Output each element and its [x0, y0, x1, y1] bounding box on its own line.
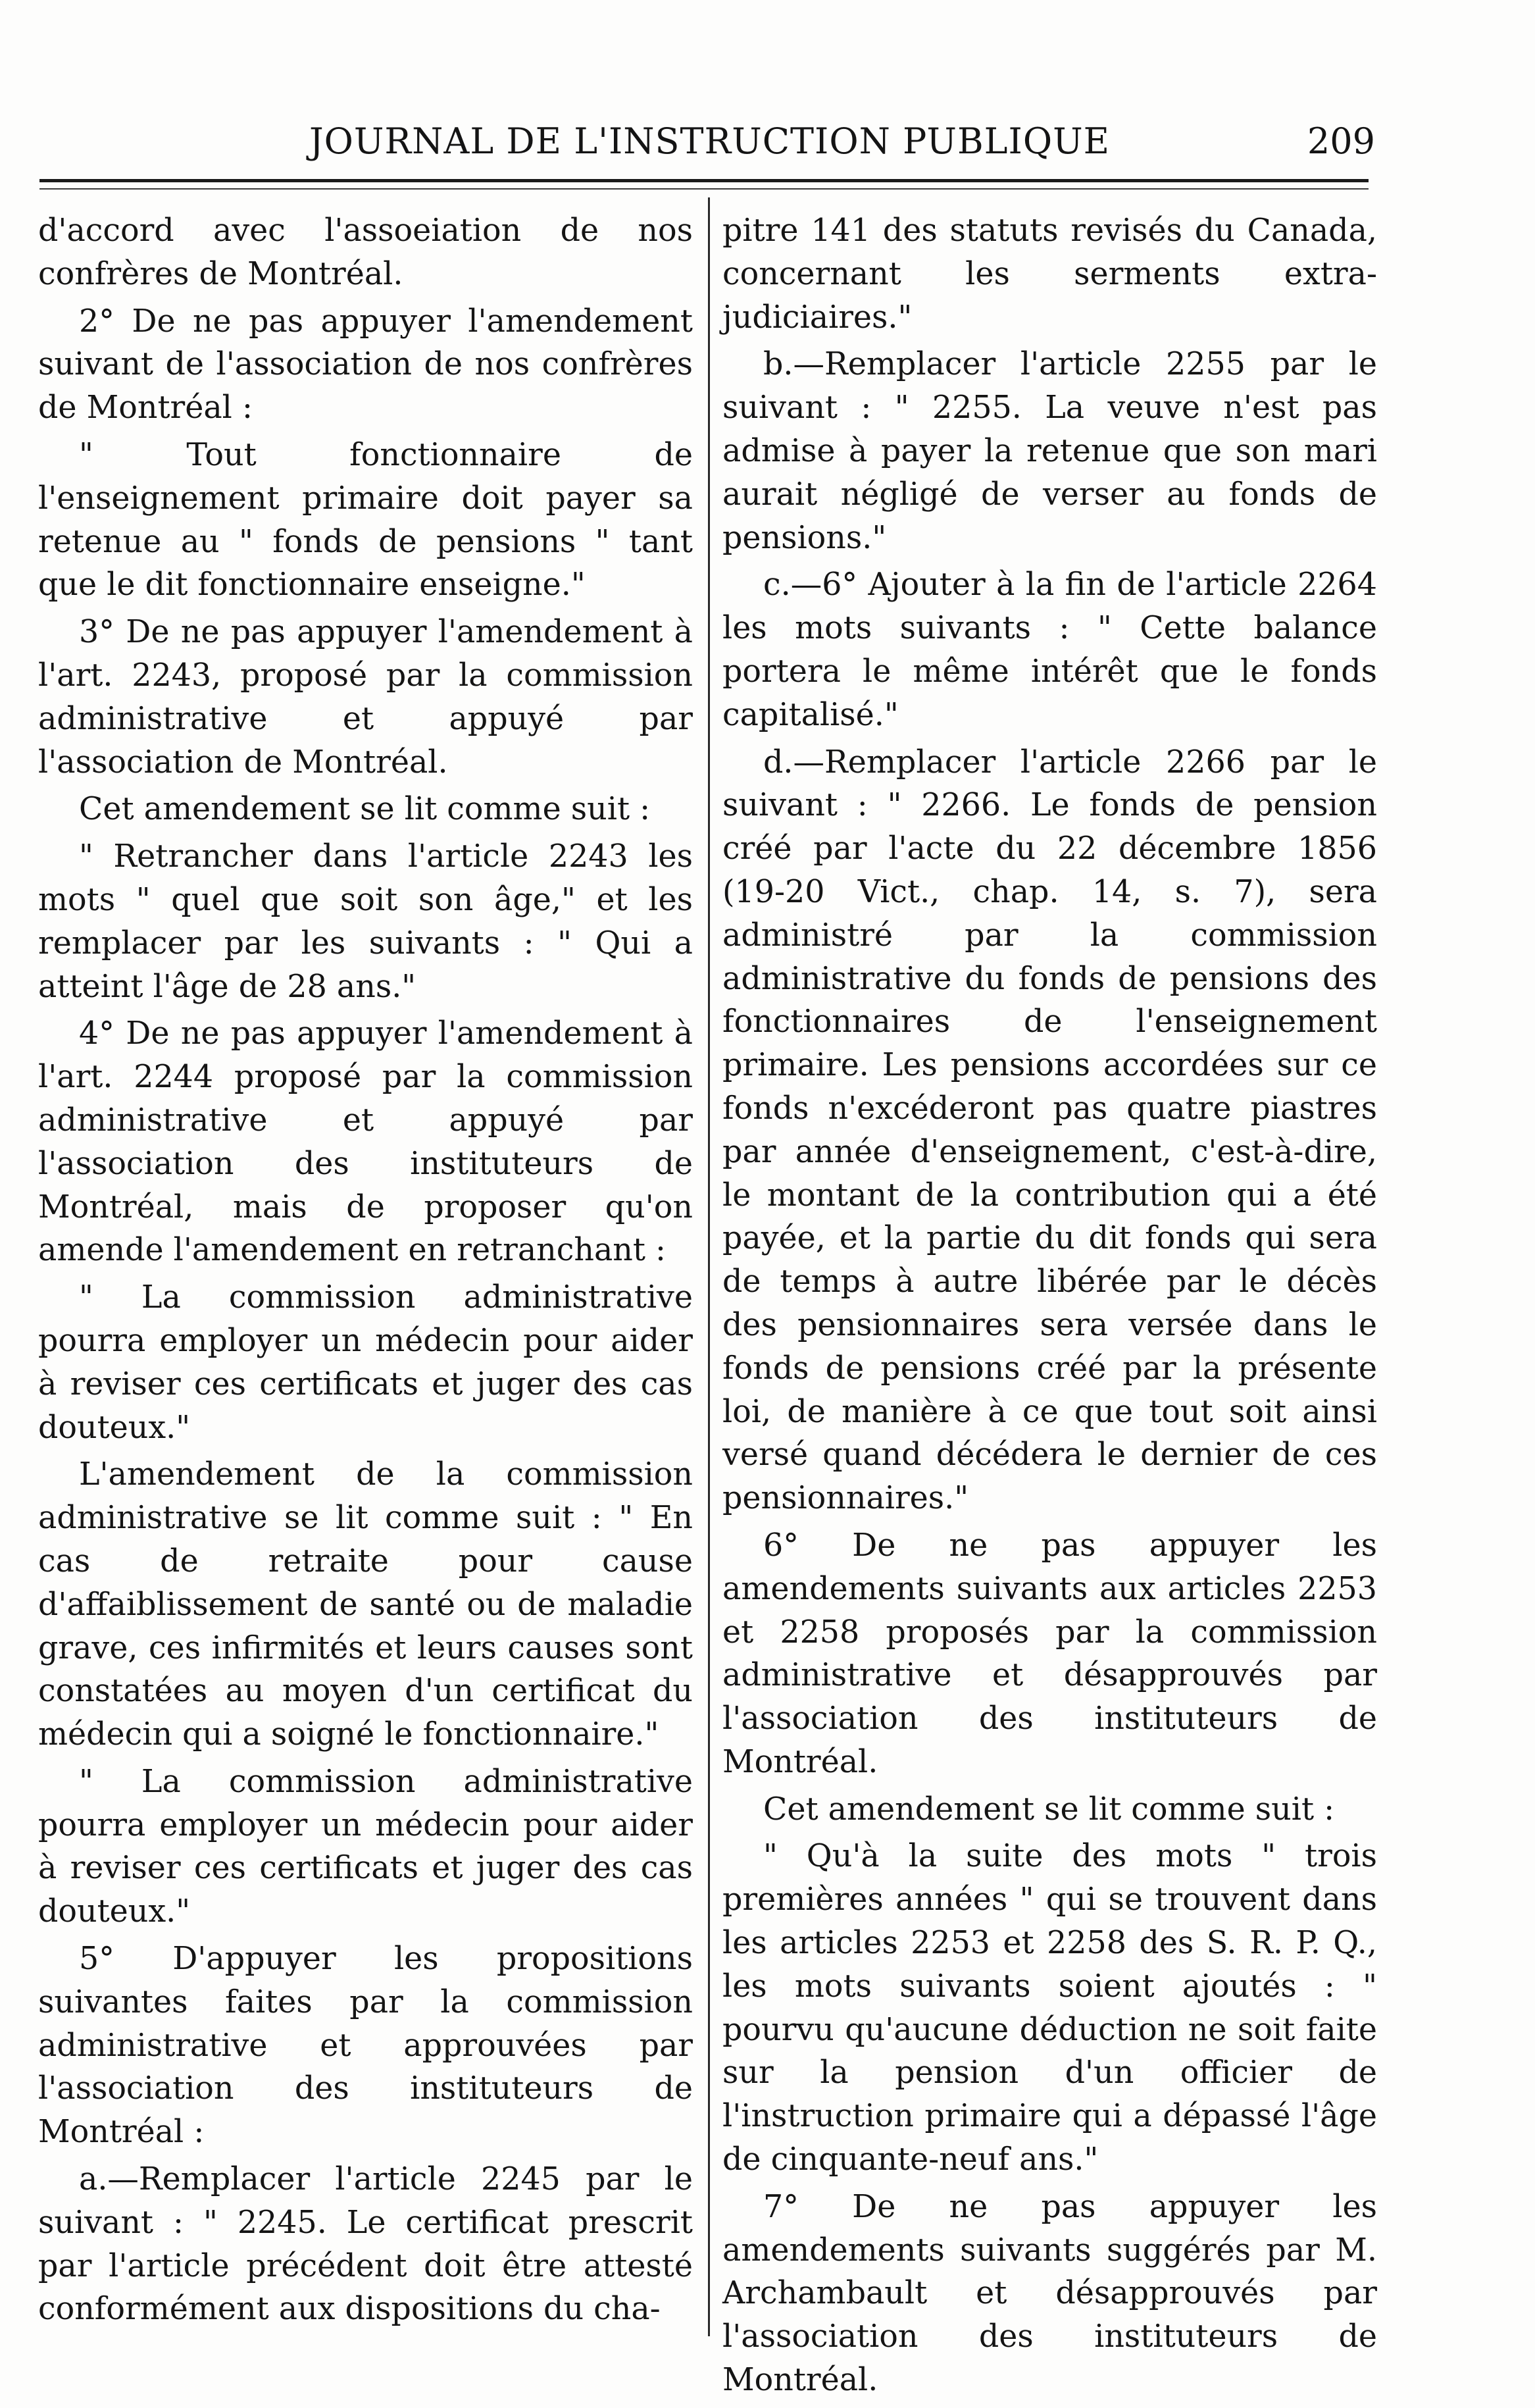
- column-divider: [708, 197, 710, 2336]
- paragraph: pitre 141 des statuts revisés du Canada, concernant les serments extra-judiciaires.": [722, 213, 1377, 336]
- paragraph: 5° D'appuyer les propositions suivantes faites par la commission administrative et approuvées par l'association des instituteurs de Montréal :: [38, 1941, 693, 2151]
- left-column: [38, 209, 693, 2335]
- paragraph: 4° De ne pas appuyer l'amendement à l'art. 2244 proposé par la commission administrative et appuyé par l'association des instituteurs de Montréal, mais de proposer qu'on amende l'amendement en retranchant :: [38, 1015, 693, 1269]
- paragraph: " La commission administrative pourra employer un médecin pour aider à reviser ces certificats et juger des cas douteux.": [38, 1279, 693, 1446]
- right-column: [722, 209, 1377, 2406]
- paragraph: b.—Remplacer l'article 2255 par le suivant : " 2255. La veuve n'est pas admise à payer la retenue que son mari aurait négligé de verser au fonds de pensions.": [722, 346, 1377, 556]
- paragraph: " Retrancher dans l'article 2243 les mots " quel que soit son âge," et les remplacer par les suivants : " Qui a atteint l'âge de 28 ans.": [38, 838, 693, 1005]
- paragraph: " La commission administrative pourra employer un médecin pour aider à reviser ces certificats et juger des cas douteux.": [38, 1763, 693, 1930]
- paragraph: Cet amendement se lit comme suit :: [763, 1791, 1335, 1828]
- paragraph: 3° De ne pas appuyer l'amendement à l'art. 2243, proposé par la commission administrative et appuyé par l'association de Montréal.: [38, 614, 693, 781]
- paragraph: " Tout fonctionnaire de l'enseignement primaire doit payer sa retenue au " fonds de pensions " tant que le dit fonctionnaire enseigne.": [38, 436, 693, 603]
- paragraph: 7° De ne pas appuyer les amendements suivants suggérés par M. Archambault et désapprouvés par l'association des instituteurs de Montréal.: [722, 2188, 1377, 2399]
- paragraph: d.—Remplacer l'article 2266 par le suivant : " 2266. Le fonds de pension créé par l'acte du 22 décembre 1856 (19-20 Vict., chap. 14, s. 7), sera administré par la commission administrative du fonds de pensions des fonctionnaires de l'enseignement primaire. Les pensions accordées sur ce fonds n'excéderont pas quatre piastres par année d'enseignement, c'est-à-dire, le montant de la contribution qui a été payée, et la partie du dit fonds qui sera de temps à autre libérée par le décès des pensionnaires sera versée dans le fonds de pensions créé par la présente loi, de manière à ce que tout soit ainsi versé quand décédera le dernier de ces pensionnaires.": [722, 744, 1377, 1517]
- paragraph: a.—Remplacer l'article 2245 par le suivant : " 2245. Le certificat prescrit par l'article précédent doit être attesté conformément aux dispositions du cha-: [38, 2161, 693, 2328]
- paragraph: Cet amendement se lit comme suit :: [79, 791, 651, 828]
- paragraph: 6° De ne pas appuyer les amendements suivants aux articles 2253 et 2258 proposés par la commission administrative et désapprouvés par l'association des instituteurs de Montréal.: [722, 1527, 1377, 1780]
- header-rule: [39, 179, 1369, 182]
- paragraph: c.—6° Ajouter à la fin de l'article 2264 les mots suivants : " Cette balance portera le même intérêt que le fonds capitalisé.": [722, 567, 1377, 733]
- page-number: 209: [1307, 120, 1375, 162]
- journal-title: JOURNAL DE L'INSTRUCTION PUBLIQUE: [309, 120, 1111, 162]
- paragraph: d'accord avec l'assoeiation de nos confrères de Montréal.: [38, 213, 693, 292]
- paragraph: " Qu'à la suite des mots " trois premières années " qui se trouvent dans les articles 2253 et 2258 des S. R. P. Q., les mots suivants soient ajoutés : " pourvu qu'aucune déduction ne soit faite sur la pension d'un officier de l'instruction primaire qui a dépassé l'âge de cinquante-neuf ans.": [722, 1838, 1377, 2178]
- header-rule-thin: [39, 188, 1369, 190]
- paragraph: 2° De ne pas appuyer l'amendement suivant de l'association de nos confrères de Montréal :: [38, 303, 693, 426]
- paragraph: L'amendement de la commission administrative se lit comme suit : " En cas de retraite pour cause d'affaiblissement de santé ou de maladie grave, ces infirmités et leurs causes sont constatées au moyen d'un certificat du médecin qui a soigné le fonctionnaire.": [38, 1456, 693, 1753]
- running-header: [39, 112, 1375, 171]
